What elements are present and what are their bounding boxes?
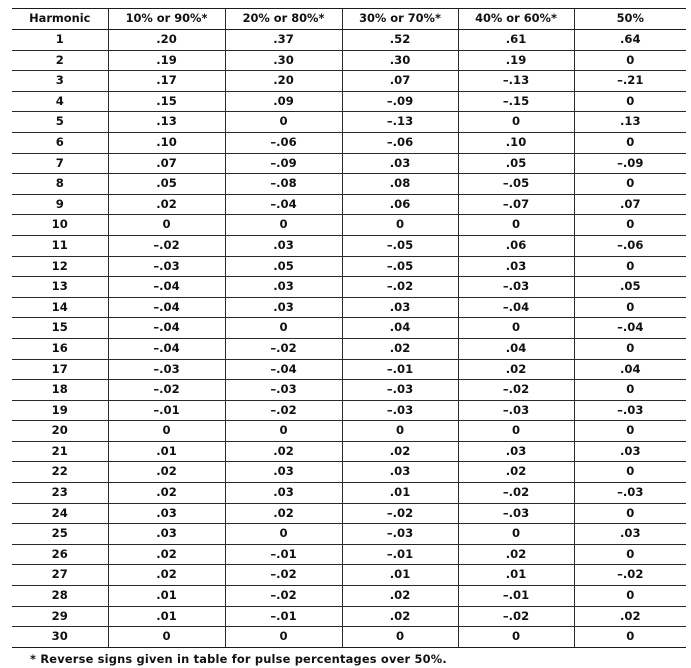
- coefficient-cell: –.01: [342, 544, 458, 565]
- coefficient-cell: 0: [574, 50, 686, 71]
- table-row: [12, 421, 686, 442]
- coefficient-cell: .20: [225, 71, 342, 92]
- table-row: [12, 50, 686, 71]
- coefficient-cell: 0: [225, 627, 342, 648]
- coefficient-cell: 0: [108, 215, 225, 236]
- harmonic-number-cell: 4: [12, 91, 108, 112]
- coefficient-cell: .06: [458, 235, 574, 256]
- coefficient-cell: .03: [225, 235, 342, 256]
- coefficient-cell: 0: [342, 215, 458, 236]
- coefficient-cell: 0: [574, 174, 686, 195]
- coefficient-cell: .07: [342, 71, 458, 92]
- harmonic-number-cell: 12: [12, 256, 108, 277]
- coefficient-cell: –.02: [225, 565, 342, 586]
- coefficient-cell: –.03: [108, 256, 225, 277]
- table-row: [12, 380, 686, 401]
- coefficient-cell: 0: [574, 132, 686, 153]
- coefficient-cell: .02: [225, 441, 342, 462]
- coefficient-cell: .02: [108, 194, 225, 215]
- coefficient-cell: .15: [108, 91, 225, 112]
- coefficient-cell: .04: [342, 318, 458, 339]
- harmonic-number-cell: 7: [12, 153, 108, 174]
- coefficient-cell: –.06: [574, 235, 686, 256]
- harmonic-number-cell: 15: [12, 318, 108, 339]
- coefficient-cell: –.07: [458, 194, 574, 215]
- coefficient-cell: .20: [108, 30, 225, 51]
- coefficient-cell: .08: [342, 174, 458, 195]
- coefficient-cell: .02: [108, 462, 225, 483]
- coefficient-cell: .04: [458, 338, 574, 359]
- coefficient-cell: –.01: [108, 400, 225, 421]
- coefficient-cell: –.01: [458, 586, 574, 607]
- coefficient-cell: 0: [574, 380, 686, 401]
- column-header: 10% or 90%*: [108, 9, 225, 30]
- table-row: [12, 256, 686, 277]
- coefficient-cell: –.02: [225, 586, 342, 607]
- coefficient-cell: –.04: [108, 277, 225, 298]
- coefficient-cell: –.04: [458, 297, 574, 318]
- harmonic-number-cell: 9: [12, 194, 108, 215]
- coefficient-cell: –.03: [342, 400, 458, 421]
- coefficient-cell: .52: [342, 30, 458, 51]
- coefficient-cell: .02: [342, 338, 458, 359]
- coefficient-cell: .03: [225, 462, 342, 483]
- coefficient-cell: 0: [458, 215, 574, 236]
- coefficient-cell: –.02: [458, 606, 574, 627]
- document: [12, 8, 686, 666]
- coefficient-cell: .64: [574, 30, 686, 51]
- header-row: [12, 9, 686, 30]
- coefficient-cell: 0: [342, 421, 458, 442]
- coefficient-cell: 0: [458, 421, 574, 442]
- harmonic-number-cell: 3: [12, 71, 108, 92]
- coefficient-cell: –.06: [342, 132, 458, 153]
- table-row: [12, 606, 686, 627]
- coefficient-cell: –.03: [225, 380, 342, 401]
- coefficient-cell: .03: [108, 503, 225, 524]
- coefficient-cell: –.03: [574, 483, 686, 504]
- coefficient-cell: –.04: [108, 297, 225, 318]
- coefficient-cell: –.02: [458, 380, 574, 401]
- table-row: [12, 30, 686, 51]
- table-row: [12, 586, 686, 607]
- coefficient-cell: –.09: [225, 153, 342, 174]
- column-header: 20% or 80%*: [225, 9, 342, 30]
- coefficient-cell: .10: [458, 132, 574, 153]
- coefficient-cell: –.01: [225, 606, 342, 627]
- coefficient-cell: .02: [108, 483, 225, 504]
- coefficient-cell: .02: [458, 359, 574, 380]
- table-row: [12, 400, 686, 421]
- coefficient-cell: .01: [458, 565, 574, 586]
- coefficient-cell: –.03: [458, 503, 574, 524]
- coefficient-cell: .03: [574, 441, 686, 462]
- coefficient-cell: –.09: [342, 91, 458, 112]
- coefficient-cell: .01: [342, 565, 458, 586]
- coefficient-cell: .30: [342, 50, 458, 71]
- coefficient-cell: –.05: [342, 256, 458, 277]
- harmonic-number-cell: 5: [12, 112, 108, 133]
- harmonic-number-cell: 14: [12, 297, 108, 318]
- coefficient-cell: –.03: [108, 359, 225, 380]
- coefficient-cell: 0: [574, 297, 686, 318]
- column-header: Harmonic: [12, 9, 108, 30]
- table-row: [12, 462, 686, 483]
- harmonic-number-cell: 2: [12, 50, 108, 71]
- coefficient-cell: –.03: [342, 380, 458, 401]
- harmonic-number-cell: 8: [12, 174, 108, 195]
- coefficient-cell: 0: [574, 215, 686, 236]
- coefficient-cell: –.02: [108, 235, 225, 256]
- coefficient-cell: 0: [225, 215, 342, 236]
- coefficient-cell: –.13: [458, 71, 574, 92]
- table-row: [12, 277, 686, 298]
- coefficient-cell: .07: [108, 153, 225, 174]
- coefficient-cell: 0: [574, 91, 686, 112]
- coefficient-cell: .03: [342, 153, 458, 174]
- harmonic-number-cell: 20: [12, 421, 108, 442]
- coefficient-cell: .06: [342, 194, 458, 215]
- coefficient-cell: –.03: [342, 524, 458, 545]
- coefficient-cell: –.03: [458, 277, 574, 298]
- harmonic-number-cell: 26: [12, 544, 108, 565]
- coefficient-cell: .37: [225, 30, 342, 51]
- coefficient-cell: –.05: [342, 235, 458, 256]
- coefficient-cell: .30: [225, 50, 342, 71]
- table-row: [12, 338, 686, 359]
- harmonic-number-cell: 30: [12, 627, 108, 648]
- coefficient-cell: –.08: [225, 174, 342, 195]
- harmonic-number-cell: 29: [12, 606, 108, 627]
- coefficient-cell: 0: [108, 421, 225, 442]
- coefficient-cell: .05: [108, 174, 225, 195]
- coefficient-cell: 0: [458, 318, 574, 339]
- table-header: [12, 9, 686, 30]
- coefficient-cell: .03: [225, 483, 342, 504]
- table-row: [12, 235, 686, 256]
- table-row: [12, 544, 686, 565]
- coefficient-cell: .02: [342, 441, 458, 462]
- harmonic-number-cell: 23: [12, 483, 108, 504]
- coefficient-cell: –.21: [574, 71, 686, 92]
- coefficient-cell: 0: [458, 524, 574, 545]
- coefficient-cell: 0: [458, 112, 574, 133]
- coefficient-cell: .01: [342, 483, 458, 504]
- harmonic-number-cell: 22: [12, 462, 108, 483]
- coefficient-cell: 0: [108, 627, 225, 648]
- coefficient-cell: .04: [574, 359, 686, 380]
- coefficient-cell: .07: [574, 194, 686, 215]
- harmonic-number-cell: 16: [12, 338, 108, 359]
- coefficient-cell: 0: [574, 586, 686, 607]
- table-body: [12, 30, 686, 648]
- coefficient-cell: –.15: [458, 91, 574, 112]
- coefficient-cell: .03: [342, 462, 458, 483]
- coefficient-cell: –.04: [225, 194, 342, 215]
- table-row: [12, 627, 686, 648]
- coefficient-cell: .01: [108, 606, 225, 627]
- coefficient-cell: –.05: [458, 174, 574, 195]
- coefficient-cell: .02: [458, 544, 574, 565]
- coefficient-cell: .19: [108, 50, 225, 71]
- coefficient-cell: .02: [225, 503, 342, 524]
- coefficient-cell: .03: [225, 297, 342, 318]
- harmonic-number-cell: 17: [12, 359, 108, 380]
- coefficient-cell: –.02: [574, 565, 686, 586]
- coefficient-cell: 0: [574, 544, 686, 565]
- coefficient-cell: –.04: [574, 318, 686, 339]
- coefficient-cell: .02: [342, 606, 458, 627]
- coefficient-cell: –.02: [108, 380, 225, 401]
- harmonic-number-cell: 25: [12, 524, 108, 545]
- table-row: [12, 194, 686, 215]
- table-row: [12, 153, 686, 174]
- coefficient-cell: .05: [458, 153, 574, 174]
- table-row: [12, 524, 686, 545]
- coefficient-cell: –.01: [225, 544, 342, 565]
- harmonic-number-cell: 19: [12, 400, 108, 421]
- coefficient-cell: .03: [458, 256, 574, 277]
- coefficient-cell: –.01: [342, 359, 458, 380]
- table-row: [12, 71, 686, 92]
- coefficient-cell: .03: [458, 441, 574, 462]
- coefficient-cell: .13: [108, 112, 225, 133]
- coefficient-cell: .03: [574, 524, 686, 545]
- coefficient-cell: 0: [574, 421, 686, 442]
- table-row: [12, 215, 686, 236]
- coefficient-cell: –.09: [574, 153, 686, 174]
- coefficient-cell: .03: [342, 297, 458, 318]
- table-row: [12, 359, 686, 380]
- coefficient-cell: –.04: [225, 359, 342, 380]
- column-header: 30% or 70%*: [342, 9, 458, 30]
- harmonic-table: [12, 8, 686, 648]
- harmonic-number-cell: 24: [12, 503, 108, 524]
- coefficient-cell: .09: [225, 91, 342, 112]
- table-row: [12, 483, 686, 504]
- coefficient-cell: –.02: [225, 400, 342, 421]
- column-header: 40% or 60%*: [458, 9, 574, 30]
- harmonic-number-cell: 6: [12, 132, 108, 153]
- table-row: [12, 441, 686, 462]
- table-row: [12, 503, 686, 524]
- coefficient-cell: .19: [458, 50, 574, 71]
- table-row: [12, 174, 686, 195]
- coefficient-cell: 0: [458, 627, 574, 648]
- coefficient-cell: .05: [225, 256, 342, 277]
- table-row: [12, 91, 686, 112]
- coefficient-cell: .02: [108, 544, 225, 565]
- column-header: 50%: [574, 9, 686, 30]
- coefficient-cell: –.03: [574, 400, 686, 421]
- harmonic-number-cell: 10: [12, 215, 108, 236]
- coefficient-cell: .03: [108, 524, 225, 545]
- coefficient-cell: 0: [225, 524, 342, 545]
- coefficient-cell: .17: [108, 71, 225, 92]
- coefficient-cell: –.02: [342, 503, 458, 524]
- coefficient-cell: –.04: [108, 338, 225, 359]
- coefficient-cell: .03: [225, 277, 342, 298]
- coefficient-cell: 0: [574, 627, 686, 648]
- coefficient-cell: 0: [574, 503, 686, 524]
- coefficient-cell: 0: [574, 462, 686, 483]
- coefficient-cell: –.04: [108, 318, 225, 339]
- coefficient-cell: 0: [574, 338, 686, 359]
- harmonic-number-cell: 11: [12, 235, 108, 256]
- harmonic-number-cell: 27: [12, 565, 108, 586]
- table-row: [12, 565, 686, 586]
- harmonic-number-cell: 1: [12, 30, 108, 51]
- coefficient-cell: –.02: [342, 277, 458, 298]
- harmonic-number-cell: 18: [12, 380, 108, 401]
- coefficient-cell: 0: [225, 318, 342, 339]
- coefficient-cell: .01: [108, 586, 225, 607]
- coefficient-cell: .10: [108, 132, 225, 153]
- footnote: * Reverse signs given in table for pulse percentages over 50%.: [30, 651, 447, 666]
- coefficient-cell: .02: [458, 462, 574, 483]
- table-row: [12, 297, 686, 318]
- coefficient-cell: 0: [225, 421, 342, 442]
- table-row: [12, 318, 686, 339]
- harmonic-number-cell: 28: [12, 586, 108, 607]
- coefficient-cell: 0: [225, 112, 342, 133]
- table-row: [12, 132, 686, 153]
- coefficient-cell: –.02: [458, 483, 574, 504]
- harmonic-number-cell: 13: [12, 277, 108, 298]
- table-row: [12, 112, 686, 133]
- coefficient-cell: –.13: [342, 112, 458, 133]
- coefficient-cell: 0: [342, 627, 458, 648]
- coefficient-cell: .61: [458, 30, 574, 51]
- coefficient-cell: .13: [574, 112, 686, 133]
- coefficient-cell: .01: [108, 441, 225, 462]
- coefficient-cell: –.06: [225, 132, 342, 153]
- harmonic-number-cell: 21: [12, 441, 108, 462]
- coefficient-cell: .02: [342, 586, 458, 607]
- coefficient-cell: 0: [574, 256, 686, 277]
- coefficient-cell: .02: [574, 606, 686, 627]
- coefficient-cell: .05: [574, 277, 686, 298]
- coefficient-cell: –.03: [458, 400, 574, 421]
- coefficient-cell: .02: [108, 565, 225, 586]
- coefficient-cell: –.02: [225, 338, 342, 359]
